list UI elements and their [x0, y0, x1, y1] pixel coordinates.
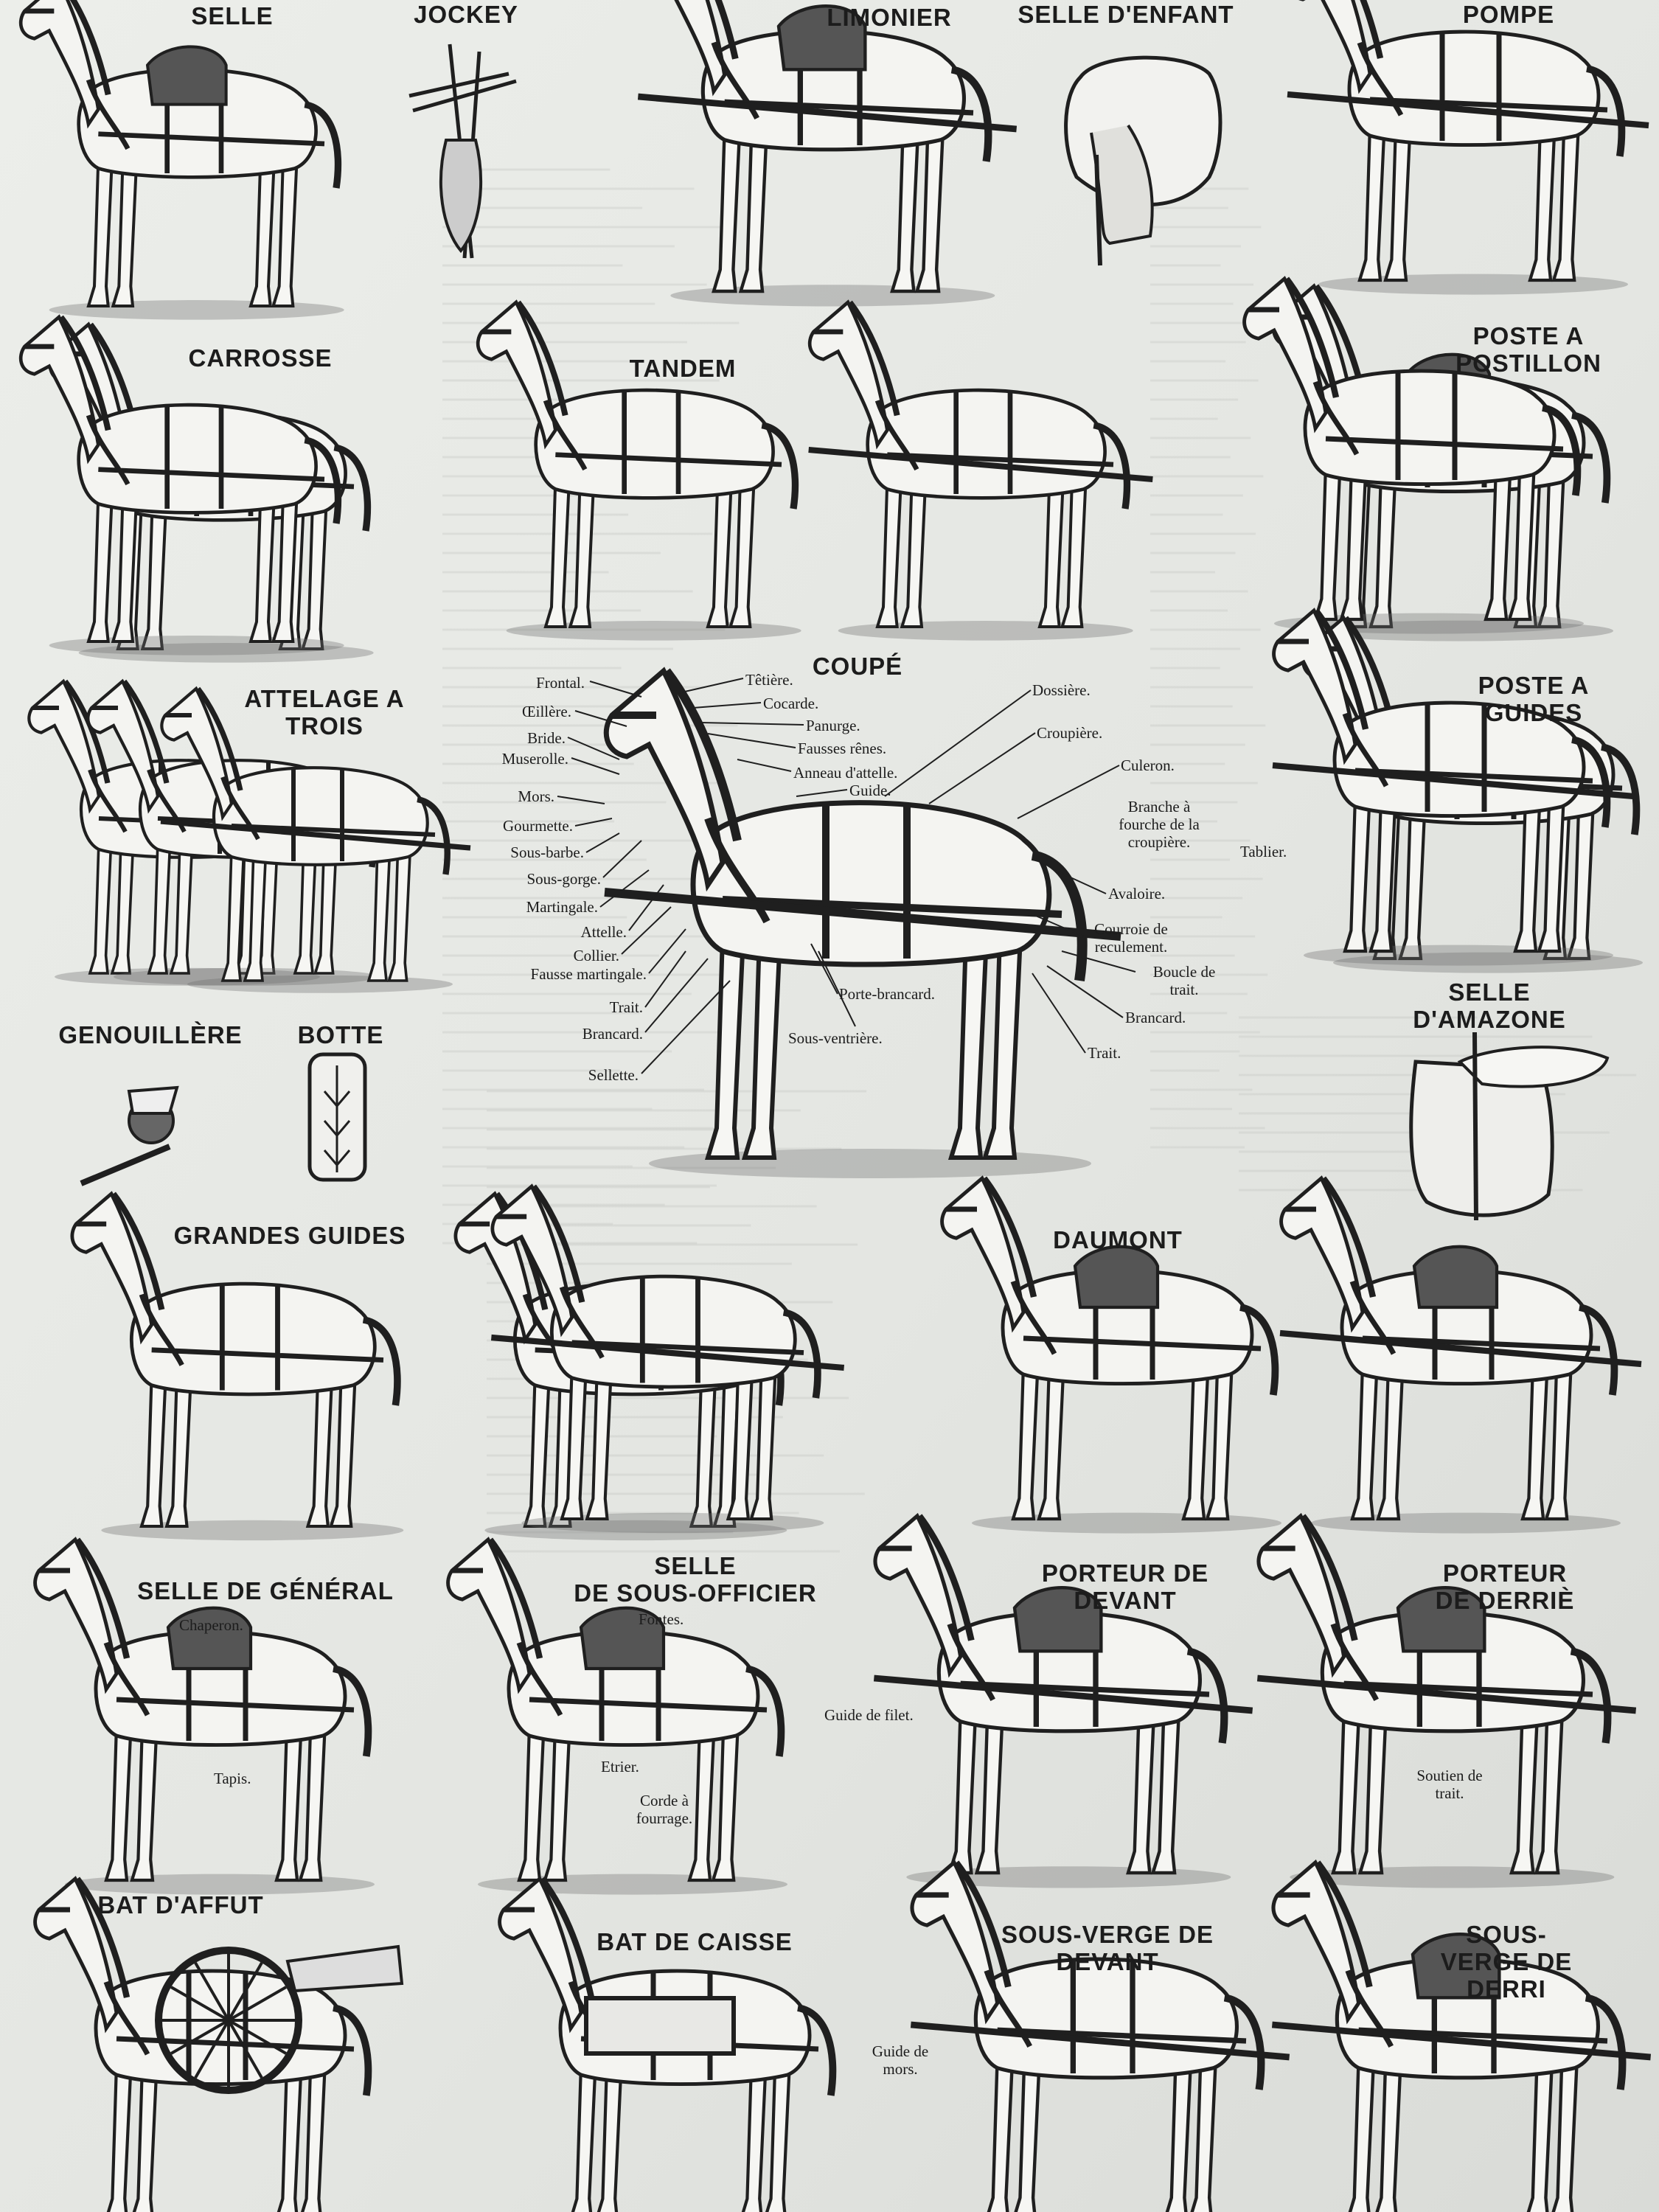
title-botte: BOTTE	[297, 1021, 384, 1048]
title-grandes-guides: GRANDES GUIDES	[173, 1222, 406, 1249]
label-guide-de-mors: Guide de mors.	[872, 2042, 929, 2079]
label-fontes: Fontes.	[639, 1610, 684, 1628]
coupe-label-culeron: Culeron.	[1121, 757, 1175, 774]
coupe-label-brancard-right: Brancard.	[1125, 1009, 1186, 1026]
label-corde-a-fourrage: Corde à fourrage.	[636, 1792, 693, 1828]
coupe-label-sous-barbe: Sous-barbe.	[510, 844, 584, 861]
title-selle-de-sous-officier: SELLE DE SOUS-OFFICIER	[574, 1552, 817, 1607]
coupe-label-attelle: Attelle.	[580, 923, 627, 941]
title-limonier: LIMONIER	[827, 4, 952, 31]
coupe-label-gourmette: Gourmette.	[502, 817, 573, 835]
title-selle-de-general: SELLE DE GÉNÉRAL	[137, 1577, 394, 1604]
coupe-label-avaloire: Avaloire.	[1108, 885, 1166, 902]
title-pompe: POMPE	[1462, 1, 1555, 28]
figure-botte	[310, 1054, 365, 1180]
title-jockey: JOCKEY	[414, 1, 518, 28]
coupe-label-croupiere: Croupière.	[1037, 724, 1103, 742]
title-selle: SELLE	[191, 2, 274, 29]
coupe-label-panurge: Panurge.	[806, 717, 860, 734]
title-bat-de-caisse: BAT DE CAISSE	[597, 1928, 793, 1955]
label-tablier: Tablier.	[1240, 843, 1287, 860]
label-soutien-de-trait: Soutien de trait.	[1416, 1767, 1483, 1803]
coupe-label-fausse-martingale: Fausse martingale.	[530, 965, 647, 983]
coupe-label-guide: Guide.	[849, 782, 891, 799]
label-chaperon: Chaperon.	[179, 1616, 243, 1634]
title-porteur-de-devant: PORTEUR DE DEVANT	[1041, 1559, 1209, 1614]
coupe-label-frontal: Frontal.	[536, 674, 585, 692]
title-selle-d-enfant: SELLE D'ENFANT	[1018, 1, 1234, 28]
coupe-label-bride: Bride.	[527, 729, 566, 747]
coupe-label-cocarde: Cocarde.	[763, 695, 819, 712]
coupe-label-mors: Mors.	[518, 787, 554, 805]
title-genouillere: GENOUILLÈRE	[58, 1021, 243, 1048]
title-poste-a-guides: POSTE A GUIDES	[1478, 672, 1590, 726]
coupe-label-sous-ventriere: Sous-ventrière.	[788, 1029, 883, 1047]
coupe-label-sous-gorge: Sous-gorge.	[526, 870, 601, 888]
coupe-label-dossiere: Dossière.	[1032, 681, 1091, 699]
title-bat-d-affut: BAT D'AFFUT	[97, 1891, 264, 1919]
coupe-label-boucle-de-trait: Boucle de trait.	[1152, 963, 1216, 999]
label-tapis: Tapis.	[214, 1770, 251, 1787]
title-porteur-de-derriere: PORTEUR DE DERRIÈ	[1435, 1559, 1575, 1614]
coupe-label-oeillere: Œillère.	[521, 703, 571, 720]
coupe-label-branche-a-fourche: Branche à fourche de la croupière.	[1119, 798, 1200, 852]
coupe-label-martingale: Martingale.	[526, 898, 598, 916]
coupe-label-anneau-d-attelle: Anneau d'attelle.	[793, 764, 898, 782]
title-sous-verge-de-derriere: SOUS-VERGE DE DERRI	[1440, 1921, 1573, 2003]
coupe-label-sellette: Sellette.	[588, 1066, 639, 1084]
coupe-label-brancard-left: Brancard.	[582, 1025, 643, 1043]
coupe-label-fausses-renes: Fausses rênes.	[798, 740, 887, 757]
title-tandem: TANDEM	[629, 355, 737, 382]
label-etrier: Etrier.	[601, 1758, 639, 1775]
title-poste-a-postillon: POSTE A POSTILLON	[1455, 322, 1601, 377]
coupe-label-trait-right: Trait.	[1088, 1044, 1121, 1062]
title-attelage-a-trois: ATTELAGE A TROIS	[244, 685, 405, 740]
title-carrosse: CARROSSE	[188, 344, 333, 372]
title-sous-verge-de-devant: SOUS-VERGE DE DEVANT	[1001, 1921, 1214, 1975]
label-guide-de-filet: Guide de filet.	[824, 1706, 914, 1724]
coupe-label-muserolle: Muserolle.	[501, 750, 568, 768]
coupe-label-courroie-de-reculement: Courroie de reculement.	[1094, 920, 1168, 956]
title-coupe: COUPÉ	[812, 653, 903, 680]
coupe-label-trait-left: Trait.	[609, 998, 643, 1016]
coupe-label-collier: Collier.	[573, 947, 619, 964]
coupe-label-tetiere: Têtière.	[745, 671, 793, 689]
coupe-label-porte-brancard: Porte-brancard.	[839, 985, 936, 1003]
title-daumont: DAUMONT	[1053, 1226, 1183, 1253]
title-selle-d-amazone: SELLE D'AMAZONE	[1413, 978, 1566, 1033]
